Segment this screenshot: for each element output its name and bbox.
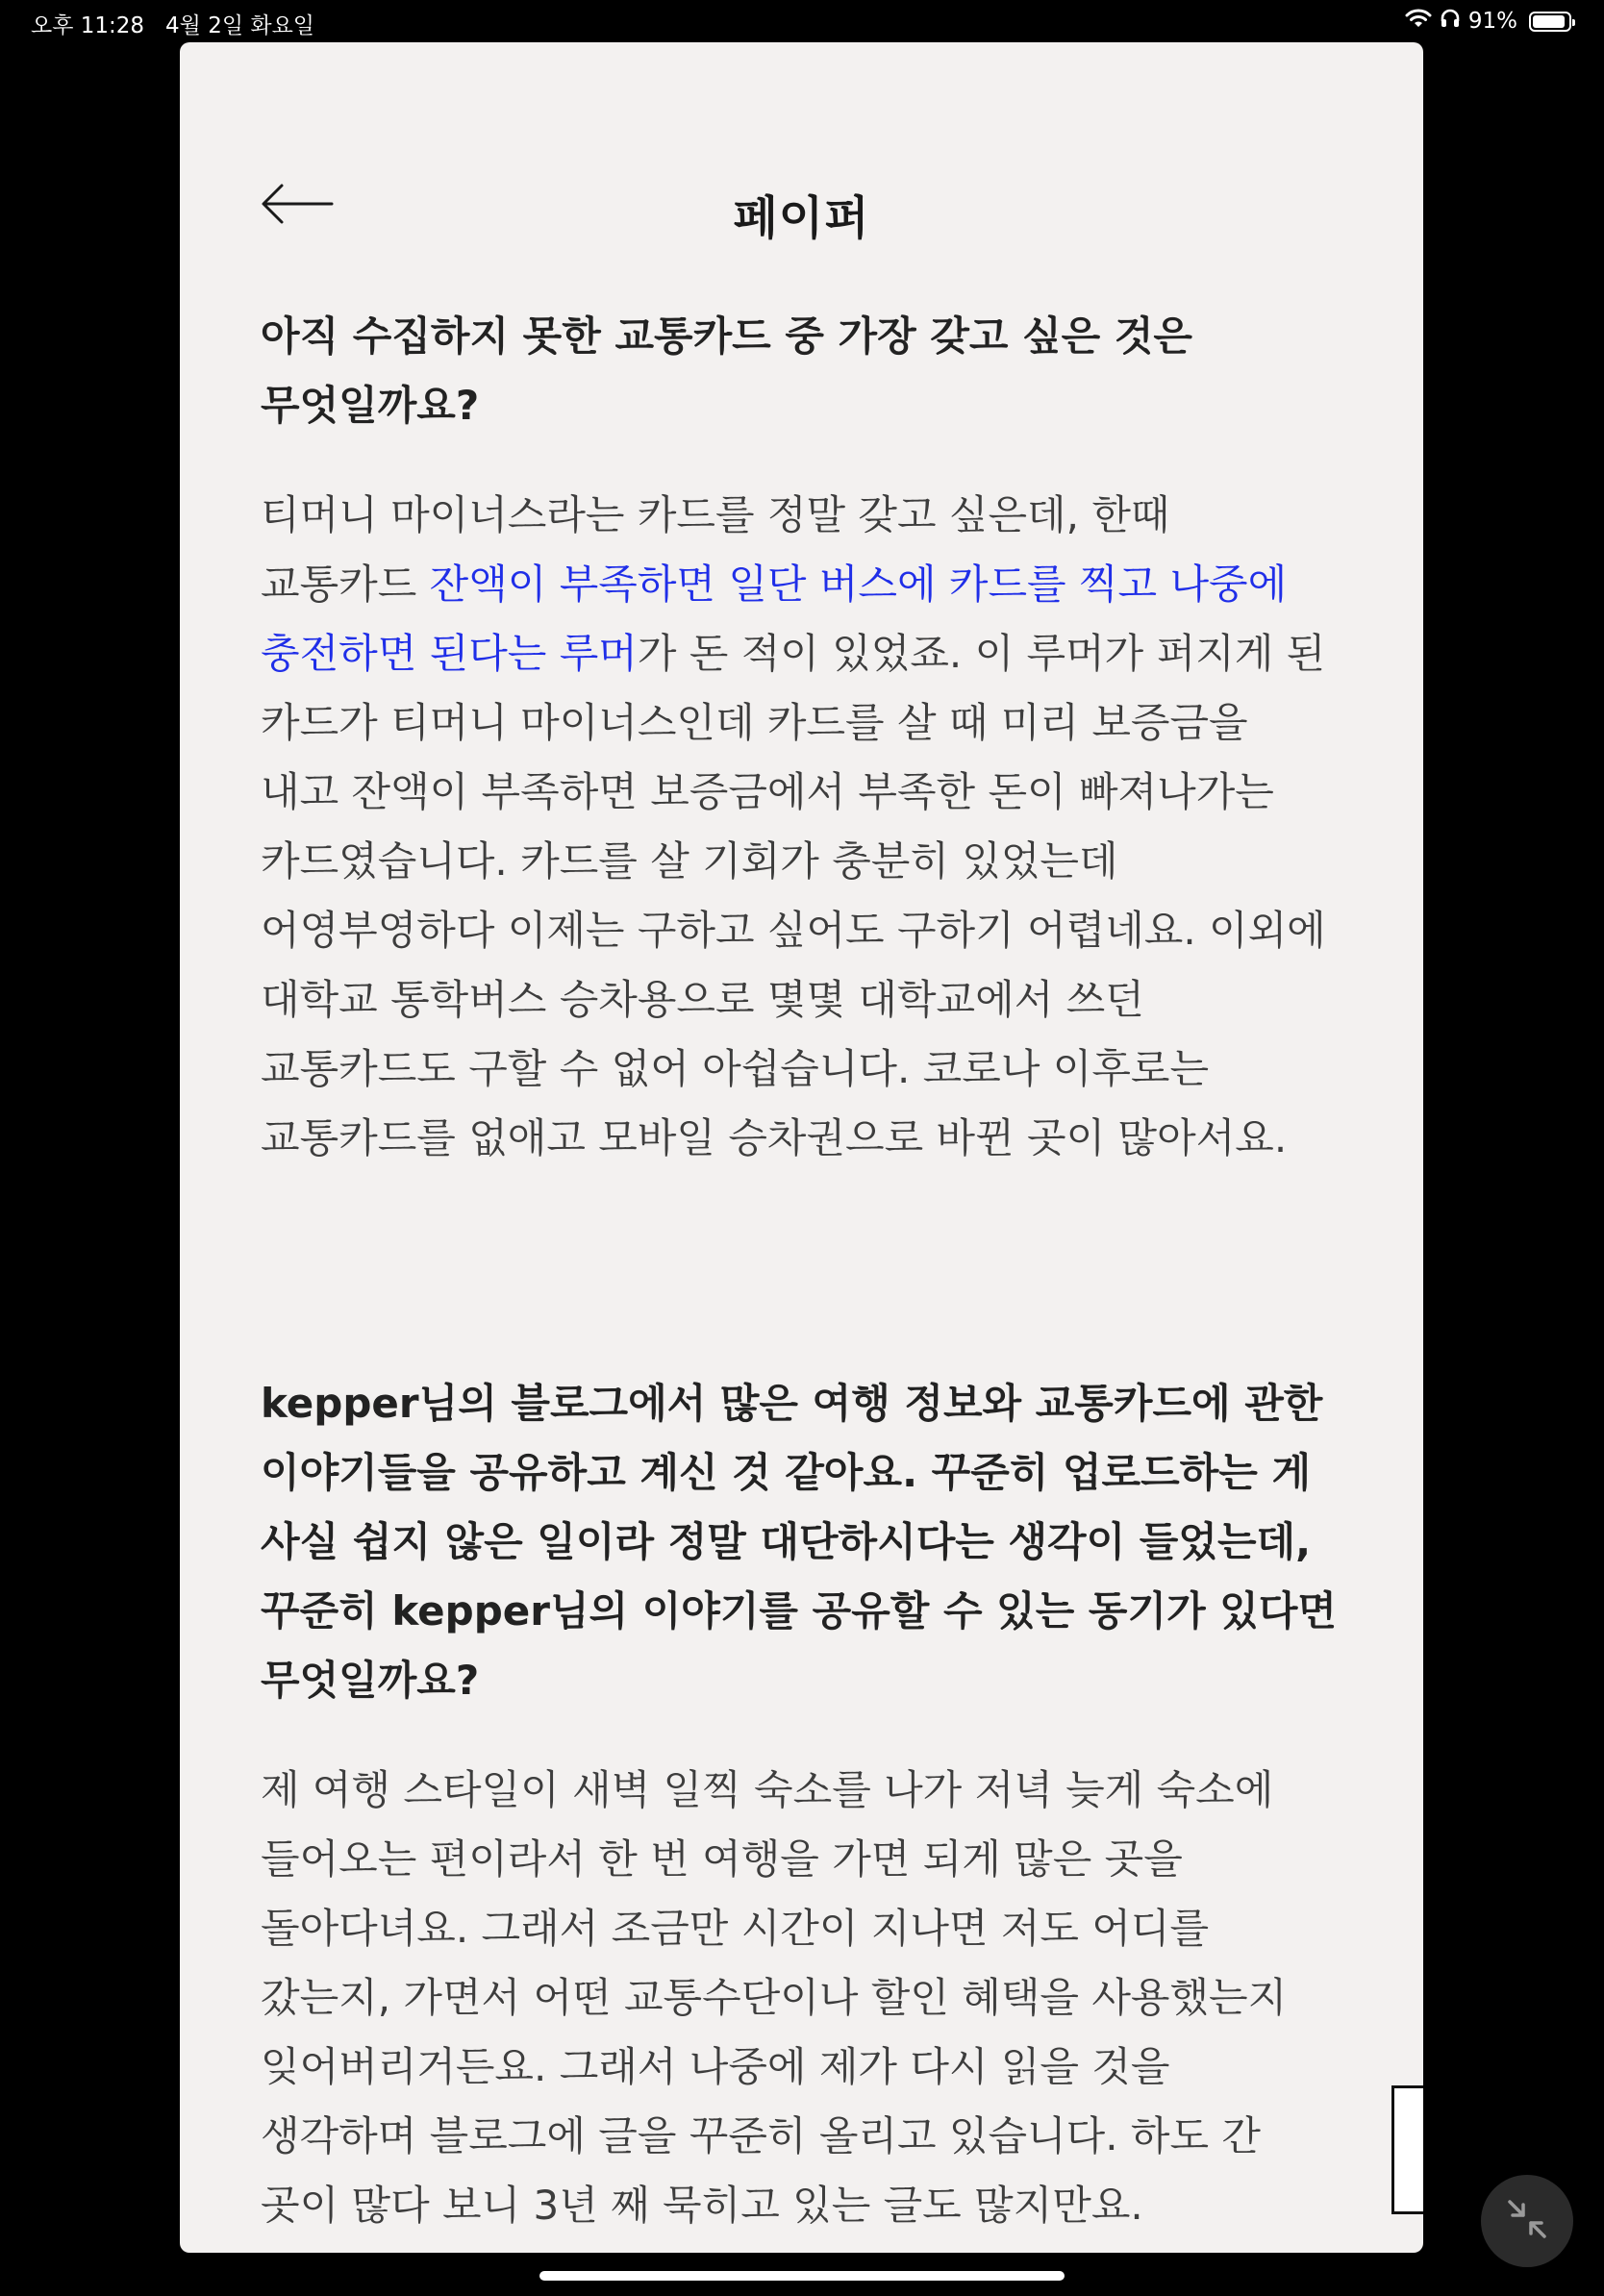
nav-bar (180, 167, 1423, 244)
battery-level (1533, 15, 1565, 28)
status-right (1405, 8, 1571, 35)
scroll-to-top-button[interactable] (1391, 2085, 1423, 2214)
page-title: 페이퍼 (733, 191, 870, 245)
collapse-arrows-icon (1505, 2197, 1549, 2245)
home-indicator (539, 2271, 1065, 2281)
wifi-icon (1405, 8, 1432, 35)
question-1: 아직 수집하지 못한 교통카드 중 가장 갖고 싶은 것은 무엇일까요? (261, 312, 1192, 429)
status-date: 4월 2일 화요일 (165, 13, 315, 38)
answer-1 (261, 481, 1338, 1173)
status-bar (0, 0, 1604, 42)
rumor-link[interactable]: 잔액이 부족하면 일단 버스에 카드를 찍고 나중에 충전하면 된다는 루머 (261, 561, 1288, 677)
paper-sheet (180, 42, 1423, 2253)
status-time: 오후 11:28 (31, 13, 145, 38)
status-left (31, 8, 314, 39)
answer-1-text-start: 티머니 마이너스라는 카드를 정말 갖고 싶은데, 한때 교통카드 (261, 491, 1170, 608)
collapse-button[interactable] (1481, 2175, 1573, 2267)
question-2: kepper님의 블로그에서 많은 여행 정보와 교통카드에 관한 이야기들을 공유하고 계신 것 같아요. 꾸준히 업로드하는 게 사실 쉽지 않은 일이라 정말 대단하시다는 생각이 들었는데, 꾸준히 kepper님의 이야기를 공유할 수 있는 동기가 있다면 무엇일까요? (261, 1380, 1337, 1704)
answer-1-text-end: 가 돈 적이 있었죠. 이 루머가 퍼지게 된 카드가 티머니 마이너스인데 카드를 살 때 미리 보증금을 내고 잔액이 부족하면 보증금에서 부족한 돈이 빠져나가는 카드였습니다. 카드를 살 기회가 충분히 있었는데 어영부영하다 이제는 구하고 싶어도 구하기 어렵네요. 이외에 대학교 통학버스 승차용으로 몇몇 대학교에서 쓰던 교통카드도 구할 수 없어 아쉽습니다. 코로나 이후로는 교통카드를 없애고 모바일 승차권으로 바뀐 곳이 많아서요. (261, 630, 1326, 1161)
interview-content (261, 302, 1338, 2240)
headphones-icon (1440, 8, 1461, 35)
battery-percent: 91% (1467, 9, 1517, 34)
answer-2: 제 여행 스타일이 새벽 일찍 숙소를 나가 저녁 늦게 숙소에 들어오는 편이라서 한 번 여행을 가면 되게 많은 곳을 돌아다녀요. 그래서 조금만 시간이 지나면 저도 어디를 갔는지, 가면서 어떤 교통수단이나 할인 혜택을 사용했는지 잊어버리거든요. 그래서 나중에 제가 다시 읽을 것을 생각하며 블로그에 글을 꾸준히 올리고 있습니다. 하도 간 곳이 많다 보니 3년 째 묵히고 있는 글도 많지만요. (261, 1766, 1288, 2229)
battery-icon (1529, 12, 1571, 32)
